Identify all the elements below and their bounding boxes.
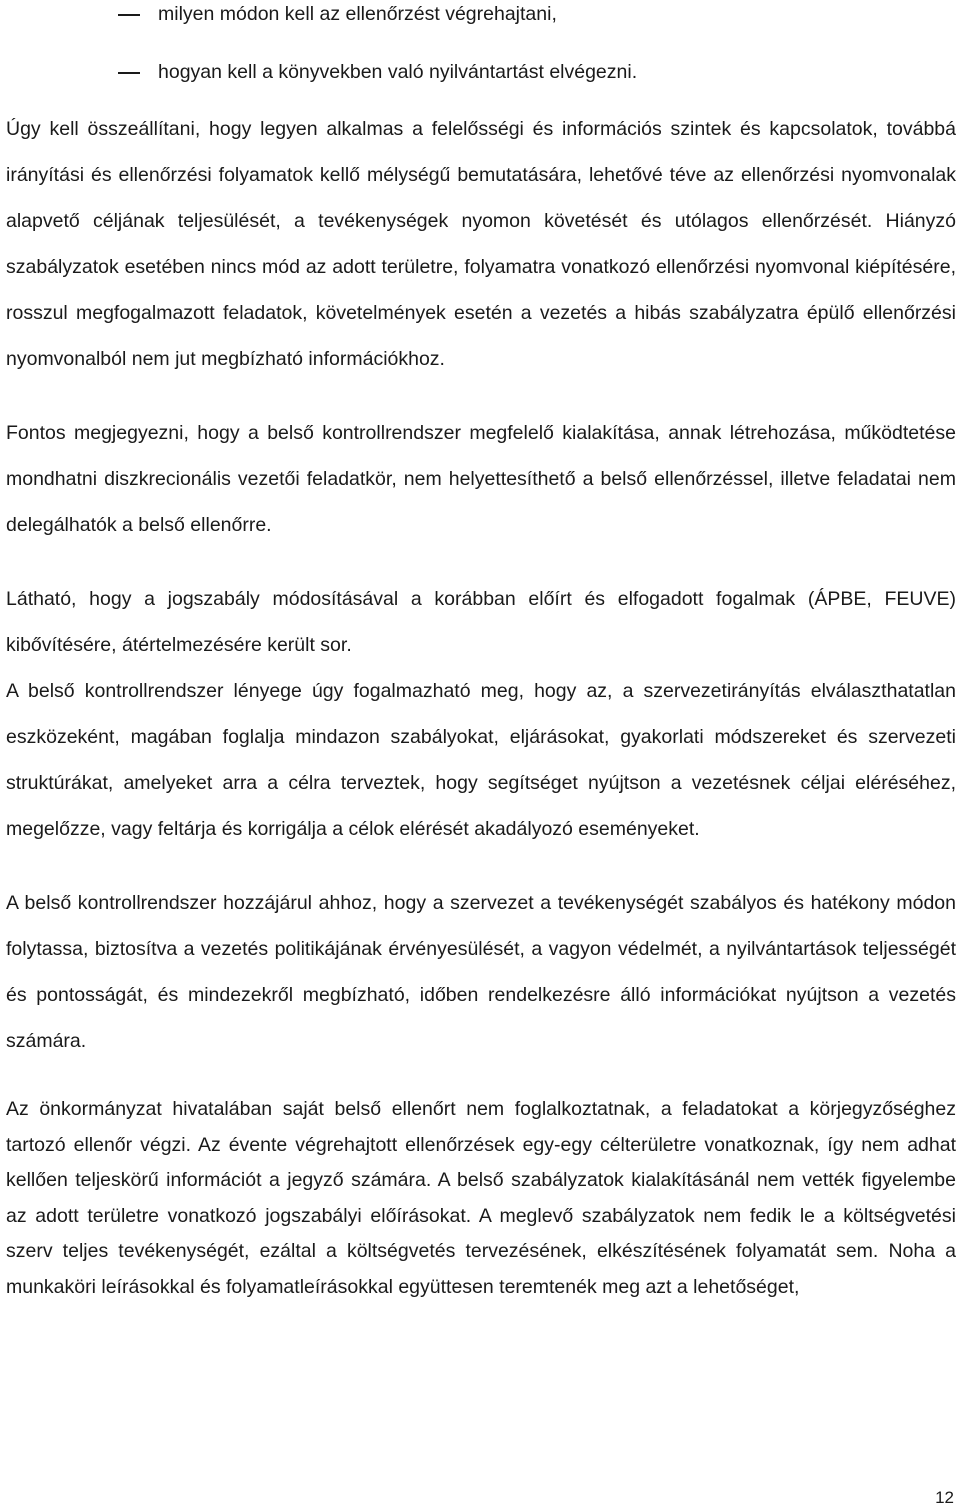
dash-bullet-icon <box>118 14 140 16</box>
paragraph-legislation-change: Látható, hogy a jogszabály módosításával a korábban előírt és elfogadott fogalmak (ÁPBE, FEUVE) kibővítésére, átértelmezésére került sor. <box>6 588 956 656</box>
bullet-item <box>6 58 956 86</box>
paragraph-management-responsibility: Fontos megjegyezni, hogy a belső kontrollrendszer megfelelő kialakítása, annak létrehozása, működtetése mondhatni diszkrecionális vezetői feladatkör, nem helyettesíthető a belső ellenőrzéssel, illetve feladatai nem delegálhatók a belső ellenőrre. <box>6 422 956 536</box>
bullet-list <box>6 0 956 86</box>
dash-bullet-icon <box>118 72 140 74</box>
paragraph-municipality-audit: Az önkormányzat hivatalában saját belső ellenőrt nem foglalkoztatnak, a feladatokat a körjegyzőséghez tartozó ellenőr végzi. Az évente végrehajtott ellenőrzések egy-egy célterületre vonatkoznak, így nem adhat kellően teljeskörű információt a jegyző számára. A belső szabályzatok kialakításánál nem vették figyelembe az adott területre vonatkozó jogszabályi előírásokat. A meglevő szabályzatok nem fedik le a költségvetési szerv teljes tevékenységét, ezáltal a költségvetés tervezésének, elkészítésének folyamatát sem. Noha a munkaköri leírásokkal és folyamatleírásokkal együttesen teremtenék meg azt a lehetőséget, <box>6 1098 956 1298</box>
paragraph-control-framework: Úgy kell összeállítani, hogy legyen alkalmas a felelősségi és információs szintek és kapcsolatok, továbbá irányítási és ellenőrzési folyamatok kellő mélységű bemutatására, lehetővé téve az ellenőrzési nyomvonalak alapvető céljának teljesülését, a tevékenységek nyomon követését és utólagos ellenőrzését. Hiányzó szabályzatok esetében nincs mód az adott területre, folyamatra vonatkozó ellenőrzési nyomvonal kiépítésére, rosszul megfogalmazott feladatok, követelmények esetén a vezetés a hibás szabályzatra épülő ellenőrzési nyomvonalból nem jut megbízható információkhoz. <box>6 118 956 370</box>
paragraph-internal-control-contribution: A belső kontrollrendszer hozzájárul ahhoz, hogy a szervezet a tevékenységét szabályos és hatékony módon folytassa, biztosítva a vezetés politikájának érvényesülését, a vagyon védelmét, a nyilvántartások teljességét és pontosságát, és mindezekről megbízható, időben rendelkezésre álló információkat nyújtson a vezetés számára. <box>6 892 956 1052</box>
page-number: 12 <box>935 1488 954 1507</box>
bullet-text: milyen módon kell az ellenőrzést végrehajtani, <box>158 3 557 25</box>
bullet-text: hogyan kell a könyvekben való nyilvántartást elvégezni. <box>158 61 638 83</box>
paragraph-internal-control-essence: A belső kontrollrendszer lényege úgy fogalmazható meg, hogy az, a szervezetirányítás elválaszthatatlan eszközeként, magában foglalja mindazon szabályokat, eljárásokat, gyakorlati módszereket és szervezeti struktúrákat, amelyeket arra a célra terveztek, hogy segítséget nyújtson a vezetésnek céljai eléréséhez, megelőzze, vagy feltárja és korrigálja a célok elérését akadályozó eseményeket. <box>6 680 956 840</box>
bullet-item <box>6 0 956 28</box>
document-page <box>6 0 956 1509</box>
